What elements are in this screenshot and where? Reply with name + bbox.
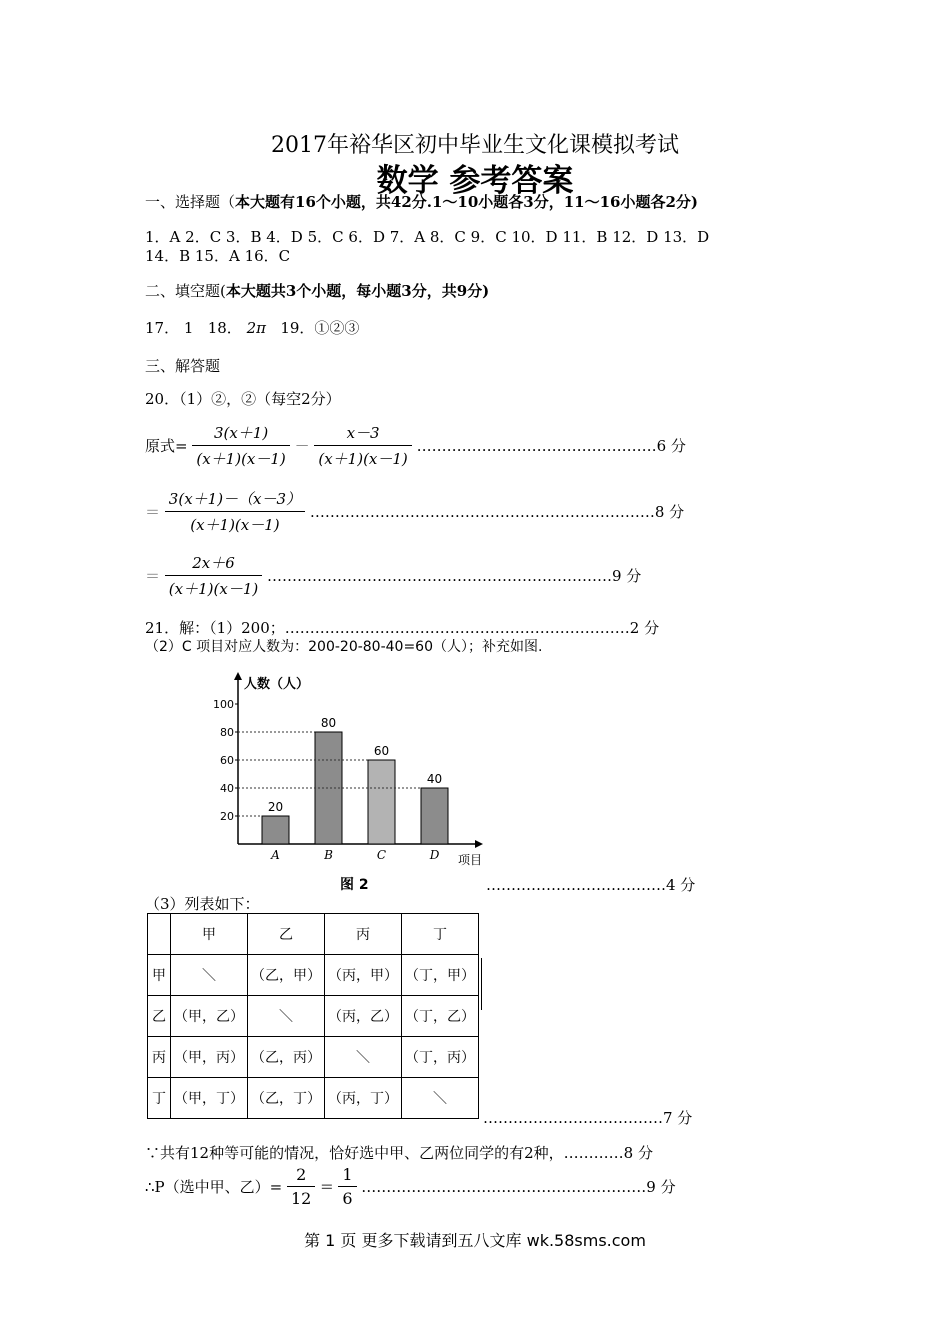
table-header-row	[148, 914, 479, 955]
bar-D	[421, 788, 448, 844]
fraction-3-num: 3(x＋1)－（x－3）	[168, 490, 302, 508]
table-cell: ＼	[325, 1037, 402, 1078]
x-tick-label: A	[271, 848, 280, 862]
table-cell: 丙	[148, 1037, 171, 1078]
bar-C	[368, 760, 395, 844]
fraction-1-den: (x＋1)(x－1)	[192, 445, 289, 469]
minus-sign: －	[294, 437, 310, 455]
conclusion-line1	[145, 1142, 653, 1163]
page-subtitle: 数学 参考答案	[376, 163, 574, 199]
data-label: 60	[373, 744, 390, 758]
q21-score-2: ……………………………………………………………2 分	[284, 619, 660, 637]
data-label: 80	[320, 716, 337, 730]
y-tick-label: 40	[220, 782, 234, 795]
score-9: ……………………………………………………………9 分	[267, 567, 642, 585]
q20-intro: 20．（1）②，②（每空2分）	[145, 390, 341, 408]
score-8: ……………………………………………………………8 分	[309, 503, 685, 521]
section2-note: 本大题共3个小题，每小题3分，共9分)	[225, 282, 490, 300]
table-cell: ＼	[248, 996, 325, 1037]
q20-step1	[145, 422, 686, 469]
data-label: 40	[426, 772, 443, 786]
x-axis-label: 项目	[458, 853, 483, 867]
q21-part1: 21．解：（1）200；	[145, 619, 285, 637]
section1-note: 本大题有16个小题，共42分.1～10小题各3分，11～16小题各2分)	[235, 193, 699, 211]
fraction-2-den: (x＋1)(x－1)	[314, 445, 411, 469]
table-cell: 丁	[148, 1078, 171, 1119]
fraction-2	[314, 422, 411, 469]
table-cell: （乙，丙）	[248, 1037, 325, 1078]
table-cell: （丙，乙）	[325, 996, 402, 1037]
fraction-3-den: (x＋1)(x－1)	[165, 511, 305, 535]
table-header-cell: 乙	[248, 914, 325, 955]
y-tick-label: 80	[220, 726, 234, 739]
q18-label: 18．	[207, 319, 242, 337]
x-tick-label: C	[376, 848, 387, 862]
y-tick-label: 60	[220, 754, 234, 767]
probability-fraction-1	[287, 1165, 315, 1208]
table-row	[148, 996, 479, 1037]
fraction-3	[165, 488, 305, 535]
fraction-4-num: 2x＋6	[192, 554, 235, 572]
y-axis-label: 人数（人）	[244, 677, 310, 692]
table-header-cell: 甲	[171, 914, 248, 955]
y-tick-label: 20	[220, 810, 234, 823]
table-side-mark	[481, 958, 482, 1010]
table-cell: （甲，丁）	[171, 1078, 248, 1119]
section1-heading	[145, 191, 698, 212]
table-cell: （丁，丙）	[402, 1037, 479, 1078]
q18-answer: 2π	[246, 319, 266, 337]
section1-answers-line1: 1．A 2．C 3．B 4．D 5．C 6．D 7．A 8．C 9．C 10．D 11．B 12．D 13．D	[145, 228, 710, 246]
score-9b: …………………………………………………9 分	[361, 1178, 676, 1196]
probability2-num: 1	[342, 1165, 353, 1184]
fraction-4-den: (x＋1)(x－1)	[165, 575, 262, 599]
outcome-table	[147, 913, 479, 1119]
x-tick-label: D	[429, 848, 440, 862]
score-8b: …………8 分	[563, 1144, 653, 1162]
section1-label: 一、选择题（	[145, 193, 236, 211]
q19-answer: 19．①②③	[280, 319, 360, 337]
section2-answers	[145, 317, 359, 338]
score-7: ………………………………7 分	[483, 1109, 693, 1127]
fraction-2-num: x－3	[346, 424, 380, 442]
table-header-cell	[148, 914, 171, 955]
bar-chart	[200, 668, 500, 878]
table-header-cell: 丙	[325, 914, 402, 955]
x-tick-label: B	[324, 848, 333, 862]
fraction-1-num: 3(x＋1)	[213, 424, 269, 442]
q20-step3	[145, 552, 641, 599]
table-cell: （丁，乙）	[402, 996, 479, 1037]
q21-part2: （2）C 项目对应人数为：200-20-80-40=60（人）；补充如图.	[145, 639, 543, 655]
table-cell: （乙，甲）	[248, 955, 325, 996]
table-cell: （甲，丙）	[171, 1037, 248, 1078]
table-header-cell: 丁	[402, 914, 479, 955]
conclusion-text: ∵共有12种等可能的情况，恰好选中甲、乙两位同学的有2种，	[145, 1144, 564, 1162]
table-cell: （甲，乙）	[171, 996, 248, 1037]
q17-answer: 17． 1	[145, 319, 194, 337]
table-cell: （丁，甲）	[402, 955, 479, 996]
q20-step2	[145, 488, 684, 535]
score-4: ………………………………4 分	[486, 876, 696, 894]
equals-sign: ＝	[145, 567, 161, 585]
probability-equals: =	[320, 1177, 334, 1196]
y-tick-label: 100	[213, 698, 234, 711]
table-cell: ＼	[402, 1078, 479, 1119]
section2-heading	[145, 280, 489, 301]
conclusion-line2	[145, 1165, 676, 1208]
x-axis-arrow	[475, 840, 483, 848]
fraction-4	[165, 552, 262, 599]
table-cell: （乙，丁）	[248, 1078, 325, 1119]
section3-heading: 三、解答题	[145, 357, 221, 375]
table-cell: 乙	[148, 996, 171, 1037]
score-6: …………………………………………6 分	[416, 437, 686, 455]
table-row	[148, 955, 479, 996]
figure-caption: 图 2	[340, 877, 369, 893]
q21-intro	[145, 617, 659, 638]
table-row	[148, 1078, 479, 1119]
section1-answers-line2: 14．B 15．A 16．C	[145, 247, 291, 265]
probability-prefix: ∴P（选中甲、乙）=	[145, 1178, 283, 1196]
probability-num: 2	[296, 1165, 307, 1184]
probability2-den: 6	[338, 1186, 356, 1208]
q21-part3: （3）列表如下：	[145, 895, 260, 913]
q20-prefix: 原式=	[145, 437, 188, 455]
data-label: 20	[267, 800, 284, 814]
table-cell: 甲	[148, 955, 171, 996]
page-footer: 第 1 页 更多下载请到五八文库 wk.58sms.com	[304, 1231, 646, 1250]
equals-sign: ＝	[145, 503, 161, 521]
fraction-1	[192, 422, 289, 469]
probability-fraction-2	[338, 1165, 356, 1208]
table-cell: （丙，甲）	[325, 955, 402, 996]
probability-den: 12	[287, 1186, 315, 1208]
section2-label: 二、填空题(	[145, 282, 226, 300]
table-cell: （丙，丁）	[325, 1078, 402, 1119]
bar-A	[262, 816, 289, 844]
table-row	[148, 1037, 479, 1078]
chart-layer	[213, 672, 483, 867]
table-cell: ＼	[171, 955, 248, 996]
y-axis-arrow	[234, 672, 242, 680]
page-title: 2017年裕华区初中毕业生文化课模拟考试	[271, 133, 679, 158]
